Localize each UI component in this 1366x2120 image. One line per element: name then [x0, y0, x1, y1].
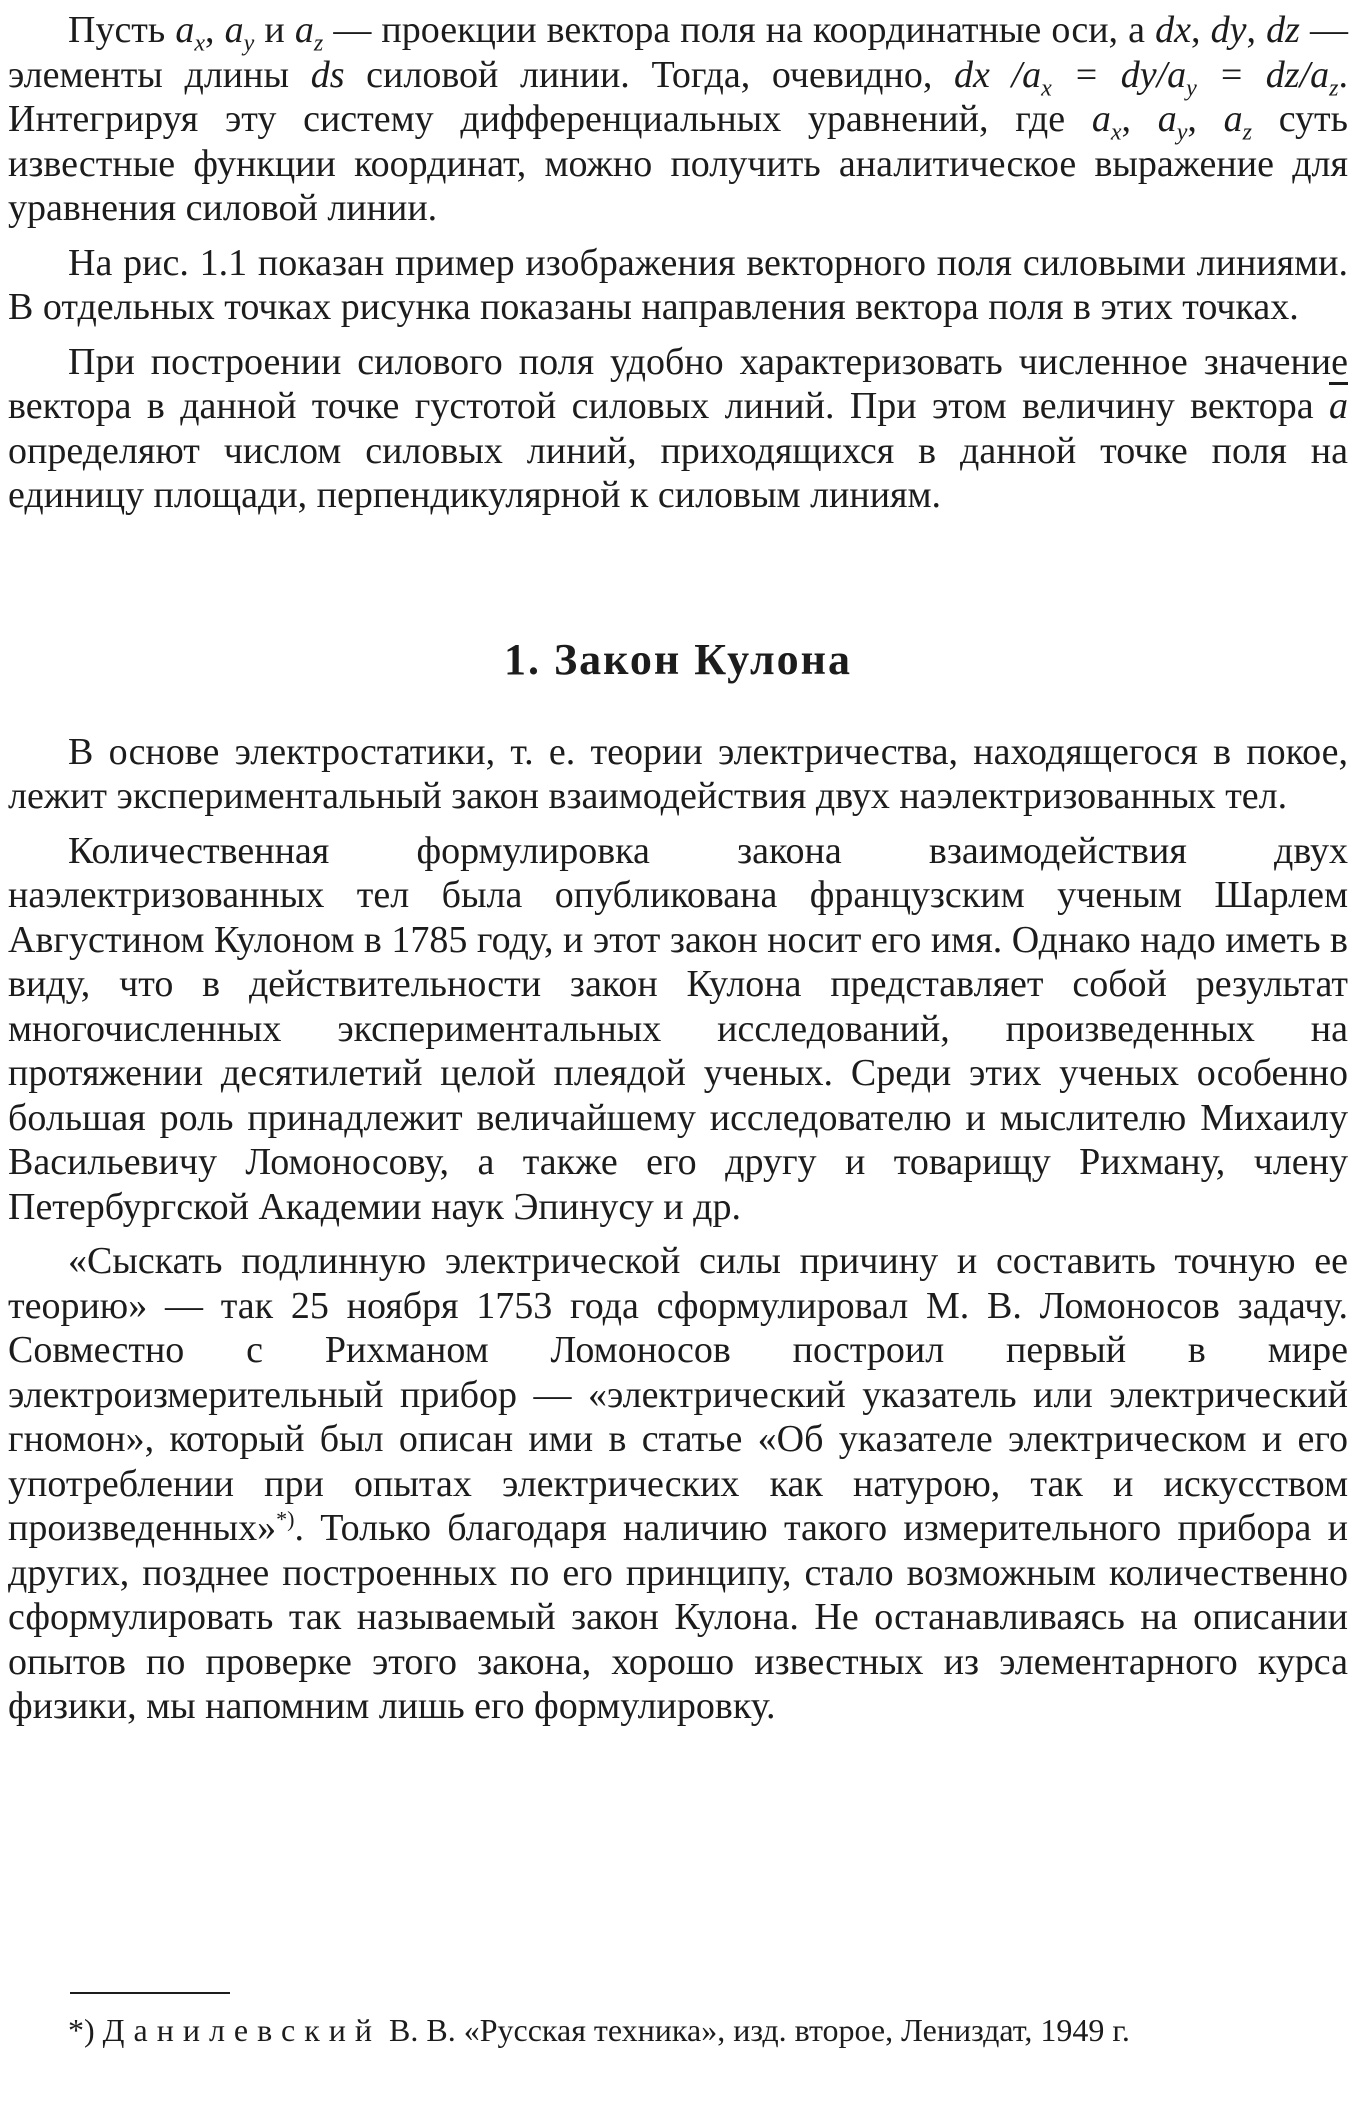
page-body	[8, 0, 1348, 1739]
symbol-ay-2: $a_y$	[1157, 98, 1188, 146]
paragraph-lomonosov: «Сыскать подлинную электрической силы причину и составить точную ее теорию» — так 25 ноября 1753 года сформулировал М. В. Ломоносов задачу. Совместно с Рихманом Ломоносов построил первый в мире электроизмерительный прибор — «электрический указатель или электрический гномон», который был описан ими в статье «Об указателе электрическом и его употреблении при опытах электрических как натурою, так и искусством произведенных»*). Только благодаря наличию такого измерительного прибора и других, позднее построенных по его принципу, стало возможным количественно сформулировать так называемый закон Кулона. Не останавливаясь на описании опытов по проверке этого закона, хорошо известных из элементарного курса физики, мы напомним лишь его формулировку.	[8, 1240, 1348, 1727]
paragraph-vector-projections: Пусть $a_x$, $a_y$ и $a_z$ — проекции вектора поля на координатные оси, а dx, dy, dz — элементы длины ds силовой линии. Тогда, очевидно, dx $/a_x = dy/a_y = dz/a_z$. Интегрируя эту систему дифференциальных уравнений, где $a_x$, $a_y$, $a_z$ суть известные функции координат, можно получить аналитическое выражение для уравнения силовой линии.	[8, 9, 1349, 229]
paragraph-figure-reference: На рис. 1.1 показан пример изображения векторного поля силовыми линиями. В отдельных точках рисунка показаны направления вектора поля в этих точках.	[8, 241, 1348, 328]
symbol-dx: dx	[1155, 9, 1191, 51]
section-heading: 1. Закон Кулона	[503, 634, 853, 684]
paragraph-coulomb-history: Количественная формулировка закона взаимодействия двух наэлектризованных тел была опубликована французским ученым Шарлем Августином Кулоном в 1785 году, и этот закон носит его имя. Однако надо иметь в виду, что в действительности закон Кулона представляет собой результат многочисленных экспериментальных исследований, произведенных на протяжении десятилетий целой плеядой ученых. Среди этих ученых особенно большая роль принадлежит величайшему исследователю и мыслителю Михаилу Васильевичу Ломоносову, а также его другу и товарищу Рихману, члену Петербургской Академии наук Эпинусу и др.	[8, 829, 1348, 1228]
symbol-ay: $a_y$	[224, 9, 255, 57]
symbol-az: $a_z$	[294, 9, 324, 57]
paragraph-electrostatics-basis: В основе электростатики, т. е. теории электричества, находящегося в покое, лежит экспериментальный закон взаимодействия двух наэлектризованных тел.	[8, 730, 1348, 817]
symbol-az-2: $a_z$	[1223, 98, 1252, 146]
footnote	[8, 2010, 1348, 2050]
symbol-dy: dy	[1210, 9, 1247, 51]
symbol-vector-a: $\overline{a}$	[1329, 385, 1348, 427]
footnote-mark: *)	[68, 2012, 103, 2048]
symbol-ax-2: $a_x$	[1091, 98, 1122, 146]
footnote-reference: *)	[276, 1506, 295, 1532]
field-line-formula: dx $/a_x = dy/a_y = dz/a_z$	[954, 53, 1339, 102]
symbol-ax: $a_x$	[175, 9, 206, 57]
footnote-author: Данилевский	[102, 2012, 382, 2048]
symbol-ds: ds	[310, 53, 345, 96]
footnote-divider	[70, 1992, 230, 1994]
footnote-citation: В. В. «Русская техника», изд. второе, Лениздат, 1949 г.	[381, 2012, 1130, 2048]
paragraph-line-density: При построении силового поля удобно характеризовать численное значение вектора в данной точке густотой силовых линий. При этом величину вектора $\overline{a}$ определяют числом силовых линий, приходящихся в данной точке поля на единицу площади, перпендикулярной к силовым линиям.	[8, 340, 1348, 516]
text-run: Пусть	[68, 9, 176, 51]
symbol-dz: dz	[1266, 9, 1300, 51]
